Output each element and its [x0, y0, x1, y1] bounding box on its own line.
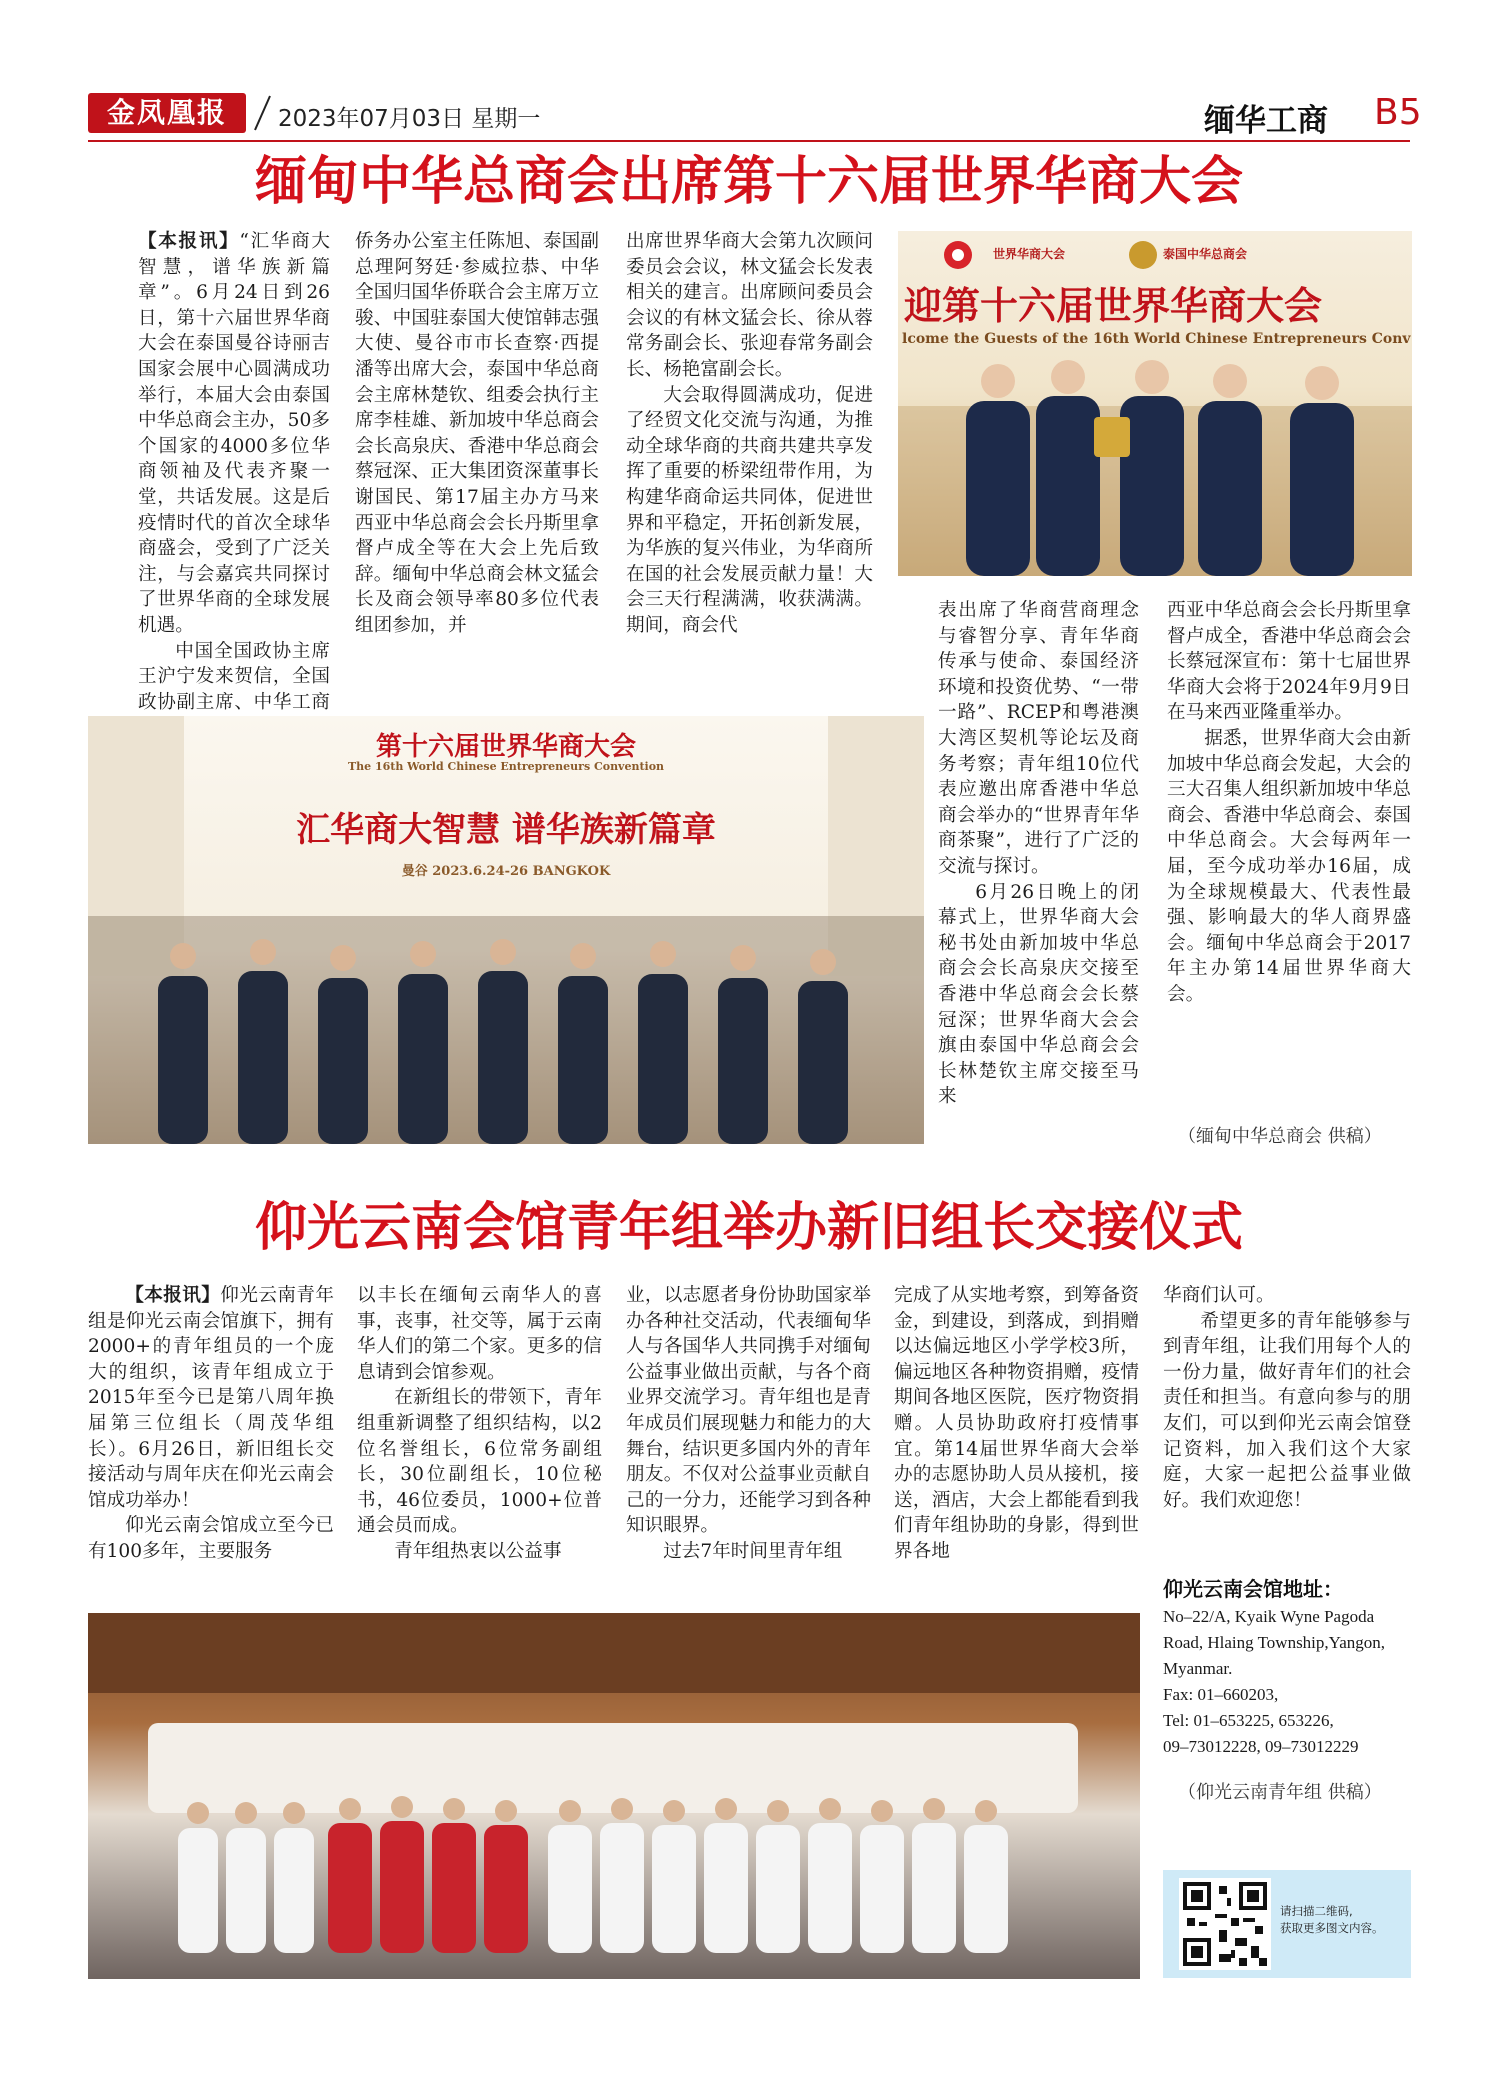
address-line-3: Myanmar.	[1163, 1659, 1233, 1678]
article1-headline: 缅甸中华总商会出席第十六届世界华商大会	[254, 152, 1243, 212]
article1-col2-text: 侨务办公室主任陈旭、泰国副总理阿努廷·参威拉恭、中华全国归国华侨联合会主席万立骏、中国驻泰国大使馆韩志强大使、曼谷市市长查察·西提潘等出席大会，泰国中华总商会主席林楚钦、组委会执行主席李桂雄、新加坡中华总商会会长高泉庆、香港中华总商会蔡冠深、正大集团资深董事长谢国民、第17届主办方马来西亚中华总商会会长丹斯里拿督卢成全等在大会上先后致辞。缅甸中华总商会林文猛会长及商会领导率80多位代表组团参加，并	[355, 231, 599, 636]
qr-caption	[1280, 1903, 1384, 1937]
photo1-logo-right: 泰国中华总商会	[1163, 247, 1248, 261]
article1-credit: （缅甸中华总商会 供稿）	[1178, 1126, 1382, 1147]
article1-col1-text: “汇华商大智慧，谱华族新篇章”。6月24日到26日，第十六届世界华商大会在泰国曼谷诗丽吉国家会展中心圆满成功举行，本届大会由泰国中华总商会主办，50多个国家的4000多位华商领袖及代表齐聚一堂，共话发展。这是后疫情时代的首次全球华商盛会，受到了广泛关注，与会嘉宾共同探讨了世界华商的全球发展机遇。	[138, 231, 330, 636]
article2-col2-p1: 以丰长在缅甸云南华人的喜事，丧事，社交等，属于云南华人们的第二个家。更多的信息请到会馆参观。	[357, 1285, 602, 1383]
qr-caption-line-2: 获取更多图文内容。	[1280, 1921, 1384, 1935]
article1-col5-p2: 据悉，世界华商大会由新加坡中华总商会发起，大会的三大召集人组织新加坡中华总商会、香港中华总商会、泰国中华总商会。大会每两年一届，至今成功举办16届，成为全球规模最大、代表性最强、影响最大的华人商界盛会。缅甸中华总商会于2017年主办第14届世界华商大会。	[1167, 727, 1411, 1005]
photo2-banner-slogan: 汇华商大智慧 谱华族新篇章	[296, 810, 716, 850]
address-fax: Fax: 01–660203,	[1163, 1685, 1279, 1704]
newspaper-logo: 金凤凰报	[88, 93, 246, 133]
article1-col5-p1: 西亚中华总商会会长丹斯里拿督卢成全，香港中华总商会会长蔡冠深宣布：第十七届世界华商大会将于2024年9月9日在马来西亚隆重举办。	[1167, 600, 1411, 724]
photo1-banner-title: 迎第十六届世界华商大会	[904, 284, 1323, 328]
article2-column-4	[894, 1283, 1139, 1565]
qr-code-icon[interactable]	[1179, 1878, 1271, 1970]
photo-group-delegation	[88, 716, 924, 1144]
article2-col1-text: 仰光云南青年组是仰光云南会馆旗下，拥有2000+的青年组员的一个庞大的组织，该青年组成立于2015年至今已是第八周年换届第三位组长（周茂华组长）。6月26日，新旧组长交接活动与周年庆在仰光云南会馆成功举办！	[88, 1285, 334, 1511]
article2-credit: （仰光云南青年组 供稿）	[1178, 1782, 1382, 1803]
article2-column-2	[357, 1283, 602, 1565]
article1-column-3	[626, 229, 873, 639]
address-line-2: Road, Hlaing Township,Yangon,	[1163, 1633, 1386, 1652]
address-tel: Tel: 01–653225, 653226,	[1163, 1711, 1334, 1730]
article1-col3-p1: 出席世界华商大会第九次顾问委员会会议，林文猛会长发表相关的建言。出席顾问委员会会议的有林文猛会长、徐从蓉常务副会长、张迎春常务副会长、杨艳富副会长。	[626, 231, 873, 380]
photo1-logo-left: 世界华商大会	[993, 247, 1066, 261]
address-line-1: No–22/A, Kyaik Wyne Pagoda	[1163, 1607, 1375, 1626]
article2-col1-p2: 仰光云南会馆成立至今已有100多年，主要服务	[88, 1515, 334, 1562]
masthead-rule	[88, 140, 1410, 142]
qr-caption-line-1: 请扫描二维码,	[1280, 1904, 1353, 1918]
photo2-banner-title-en: The 16th World Chinese Entrepreneurs Convention	[347, 760, 665, 773]
address-block	[1163, 1604, 1413, 1760]
page-number: B5	[1374, 92, 1422, 133]
article2-column-5	[1163, 1283, 1411, 1513]
article2-column-1	[88, 1283, 334, 1565]
section-name: 缅华工商	[1204, 103, 1328, 139]
article1-column-4	[938, 598, 1139, 1110]
article1-col4-p2: 6月26日晚上的闭幕式上，世界华商大会秘书处由新加坡中华总商会会长高泉庆交接至香港中华总商会会长蔡冠深；世界华商大会会旗由泰国中华总商会会长林楚钦主席交接至马来	[938, 881, 1139, 1108]
article2-col5-p2: 希望更多的青年能够参与到青年组，让我们用每个人的一份力量，做好青年们的社会责任和担当。有意向参与的朋友们，可以到仰光云南会馆登记资料，加入我们这个大家庭，大家一起把公益事业做好。我们欢迎您！	[1163, 1310, 1411, 1511]
article1-column-1	[138, 229, 330, 766]
article1-lead: 【本报讯】	[138, 231, 240, 252]
article2-column-3	[626, 1283, 871, 1565]
article2-col2-p2: 在新组长的带领下，青年组重新调整了组织结构，以2位名誉组长，6位常务副组长，30位副组长，10位秘书，46位委员，1000+位普通会员而成。	[357, 1387, 602, 1537]
article2-col3-p1: 业，以志愿者身份协助国家举办各种社交活动，代表缅甸华人与各国华人共同携手对缅甸公益事业做出贡献，与各个商业界交流学习。青年组也是青年成员们展现魅力和能力的大舞台，结识更多国内外的青年朋友。不仅对公益事业贡献自己的一分力，还能学习到各种知识眼界。	[626, 1285, 871, 1537]
article1-col3-p2: 大会取得圆满成功，促进了经贸文化交流与沟通，为推动全球华商的共商共建共享发挥了重要的桥梁纽带作用，为构建华商命运共同体，促进世界和平稳定，开拓创新发展，为华族的复兴伟业，为华商所在国的社会发展贡献力量！大会三天行程满满，收获满满。期间，商会代	[626, 384, 873, 636]
photo-award-presentation	[898, 231, 1412, 576]
photo2-banner-place: 曼谷 2023.6.24-26 BANGKOK	[401, 864, 611, 879]
article2-col4-text: 完成了从实地考察，到筹备资金，到建设，到落成，到捐赠以达偏远地区小学学校3所，偏远地区各种物资捐赠，疫情期间各地区医院，医疗物资捐赠。人员协助政府打疫情事宜。第14届世界华商大会举办的志愿协助人员从接机，接送，酒店，大会上都能看到我们青年组协助的身影，得到世界各地	[894, 1285, 1139, 1562]
article1-col4-p1: 表出席了华商营商理念与睿智分享、青年华商传承与使命、泰国经济环境和投资优势、“一带一路”、RCEP和粤港澳大湾区契机等论坛及商务考察；青年组10位代表应邀出席香港中华总商会举办的“世界青年华商茶聚”，进行了广泛的交流与探讨。	[938, 600, 1139, 877]
address-mobile: 09–73012228, 09–73012229	[1163, 1737, 1359, 1756]
article1-column-5	[1167, 598, 1411, 1008]
article2-headline: 仰光云南会馆青年组举办新旧组长交接仪式	[254, 1198, 1243, 1258]
photo-youth-group	[88, 1613, 1140, 1979]
issue-date: 2023年07月03日 星期一	[278, 106, 541, 132]
photo2-banner-title: 第十六届世界华商大会	[375, 732, 636, 762]
article2-col3-p2: 过去7年时间里青年组	[663, 1540, 843, 1562]
article2-col5-p1: 华商们认可。	[1163, 1285, 1275, 1306]
article2-col2-p3: 青年组热衷以公益事	[394, 1540, 562, 1562]
article2-lead: 【本报讯】	[125, 1285, 221, 1306]
divider-slash	[252, 94, 272, 132]
article1-column-2	[355, 229, 599, 639]
article1-col1-p2: 中国全国政协主席王沪宁发来贺信，全国政协副主席、中华工商	[138, 640, 330, 713]
photo1-banner-subtitle: lcome the Guests of the 16th World Chinese Entrepreneurs Conv	[902, 331, 1411, 347]
address-title: 仰光云南会馆地址：	[1163, 1577, 1343, 1601]
